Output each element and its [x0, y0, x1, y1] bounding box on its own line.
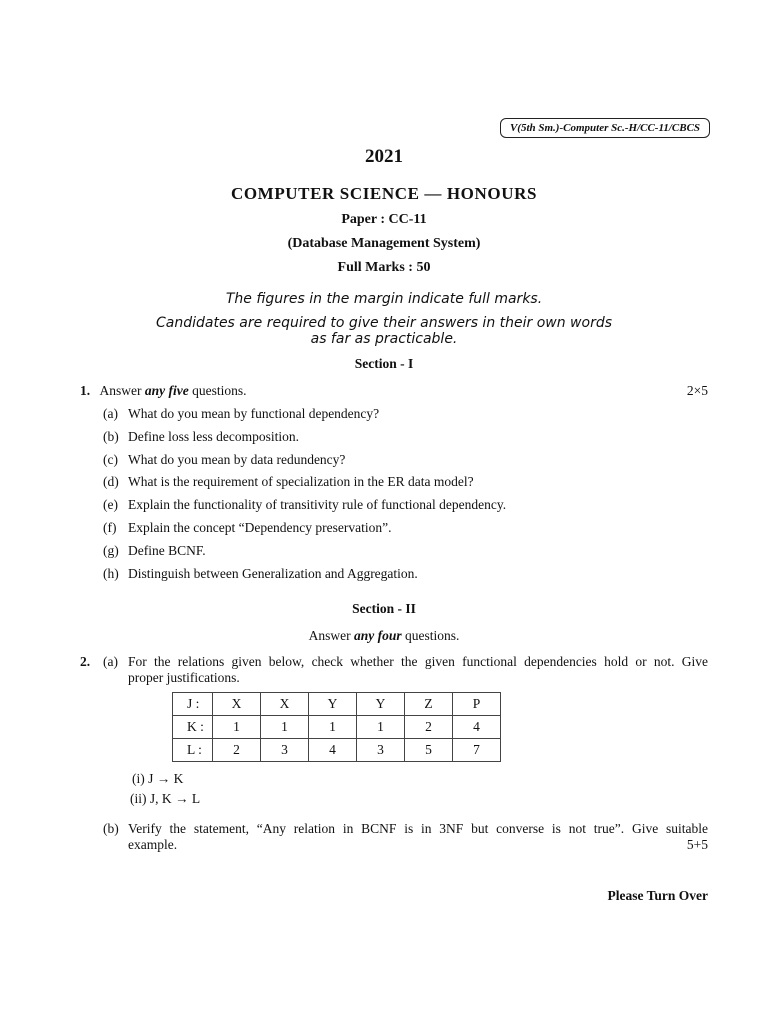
list-item [103, 452, 345, 468]
item-text: Explain the concept “Dependency preservation”. [128, 520, 392, 535]
instruction-line-1: The figures in the margin indicate full marks. [225, 291, 543, 307]
table-cell: X [261, 693, 309, 716]
functional-dependency-2: (ii) J, K → L [130, 791, 201, 806]
table-cell: 4 [309, 739, 357, 762]
paper-code-badge: V(5th Sm.)-Computer Sc.-H/CC-11/CBCS [500, 118, 710, 138]
row-header: K : [173, 716, 213, 739]
section-1-title: Section - I [354, 356, 414, 371]
prompt-post: questions. [192, 383, 247, 398]
item-text: Define BCNF. [128, 543, 206, 558]
list-item [103, 474, 474, 490]
prompt-emphasis: any four [353, 628, 402, 643]
list-item [103, 429, 299, 445]
table-cell: Z [405, 693, 453, 716]
table-cell: 3 [357, 739, 405, 762]
table-cell: 5 [405, 739, 453, 762]
subject-title: COMPUTER SCIENCE — HONOURS [230, 184, 538, 203]
table-cell: 4 [453, 716, 501, 739]
table-row [173, 739, 501, 762]
section-2-title: Section - II [352, 601, 416, 616]
table-cell: 1 [357, 716, 405, 739]
item-text: What do you mean by data redundency? [128, 452, 346, 467]
prompt-emphasis: any five [144, 383, 189, 398]
question-2b-marks: 5+5 [686, 837, 708, 852]
table-row [173, 693, 501, 716]
item-text: What is the requirement of specialization in the ER data model? [128, 474, 474, 489]
table-cell: Y [309, 693, 357, 716]
prompt-pre: Answer [308, 628, 351, 643]
exam-year: 2021 [365, 146, 403, 167]
item-label: (e) [103, 497, 118, 512]
question-1-prompt [80, 383, 247, 399]
table-cell: 1 [261, 716, 309, 739]
list-item [103, 566, 418, 582]
table-cell: 2 [213, 739, 261, 762]
list-item [103, 543, 206, 559]
item-label: (f) [103, 520, 117, 535]
item-label: (c) [103, 452, 118, 467]
question-number: 1. [80, 383, 91, 398]
item-label: (d) [103, 474, 119, 489]
instruction-line-3: as far as practicable. [310, 331, 458, 347]
table-cell: 1 [309, 716, 357, 739]
prompt-post: questions. [405, 628, 460, 643]
question-1-marks: 2×5 [686, 383, 708, 398]
paper-number: Paper : CC-11 [341, 212, 427, 227]
full-marks: Full Marks : 50 [337, 260, 431, 275]
question-2a-line-2: proper justifications. [128, 670, 240, 685]
list-item [103, 520, 392, 536]
table-cell: P [453, 693, 501, 716]
table-cell: X [213, 693, 261, 716]
table-cell: 7 [453, 739, 501, 762]
item-text: What do you mean by functional dependency? [128, 406, 380, 421]
table-cell: 3 [261, 739, 309, 762]
item-label: (b) [103, 429, 119, 444]
question-2b-label: (b) [103, 821, 119, 836]
table-cell: Y [357, 693, 405, 716]
instruction-line-2: Candidates are required to give their answers in their own words [155, 315, 613, 331]
functional-dependency-1: (i) J → K [132, 771, 184, 786]
item-text: Explain the functionality of transitivity rule of functional dependency. [128, 497, 507, 512]
item-label: (h) [103, 566, 119, 581]
table-row [173, 716, 501, 739]
relation-table [172, 692, 501, 762]
section-2-prompt [0, 628, 768, 644]
prompt-pre: Answer [99, 383, 142, 398]
row-header: L : [173, 739, 213, 762]
list-item [103, 497, 506, 513]
item-label: (g) [103, 543, 119, 558]
question-2-number: 2. [80, 654, 91, 669]
item-text: Distinguish between Generalization and Aggregation. [128, 566, 418, 581]
question-2a-label: (a) [103, 654, 118, 669]
table-cell: 2 [405, 716, 453, 739]
row-header: J : [173, 693, 213, 716]
list-item [103, 406, 379, 422]
question-2a-line-1: For the relations given below, check whether the given functional dependencies hold or not. Give [128, 654, 708, 669]
item-label: (a) [103, 406, 118, 421]
item-text: Define loss less decomposition. [128, 429, 299, 444]
question-2b-line-1: Verify the statement, “Any relation in BCNF is in 3NF but converse is not true”. Give suitable [128, 821, 708, 836]
question-2b-line-2: example. [128, 837, 178, 852]
table-cell: 1 [213, 716, 261, 739]
please-turn-over: Please Turn Over [607, 888, 708, 903]
course-name: (Database Management System) [287, 236, 481, 251]
